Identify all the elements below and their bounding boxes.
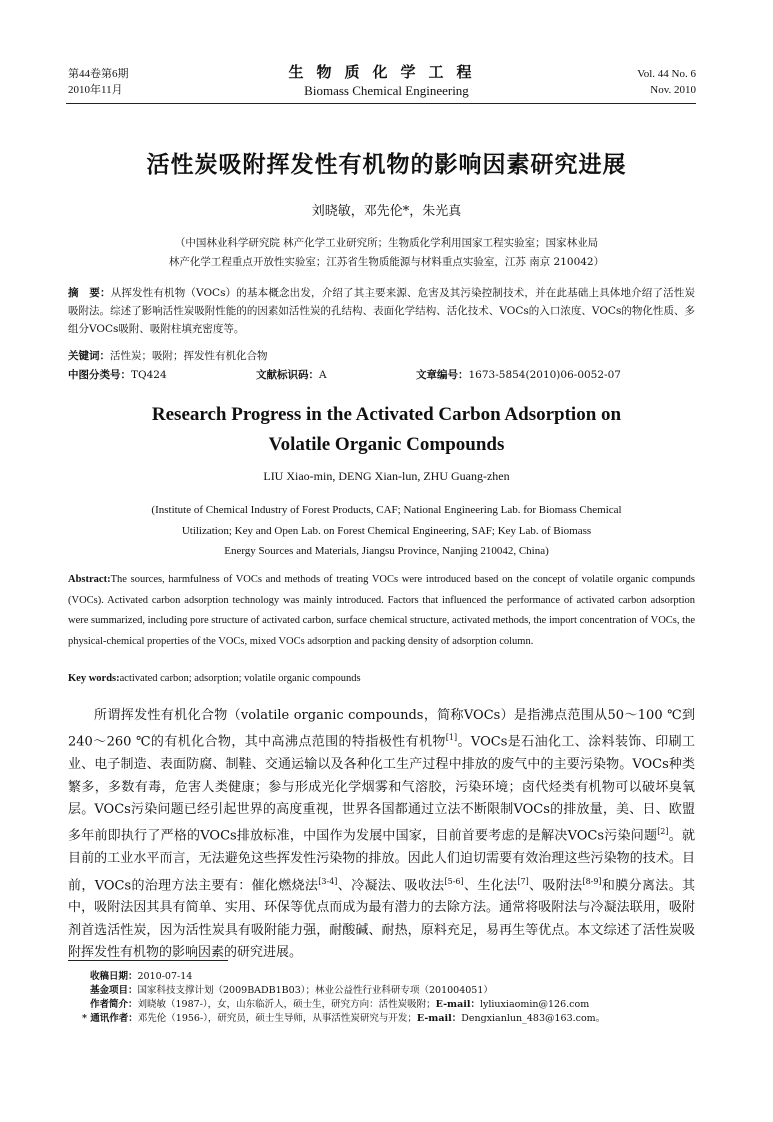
affiliation-en-line3: Energy Sources and Materials, Jiangsu Province, Nanjing 210042, China) (224, 545, 549, 557)
header-volume-issue-en: Vol. 44 No. 6 (637, 68, 696, 80)
article-value: 1673-5854(2010)06-0052-07 (468, 369, 621, 381)
footnote-rule (68, 960, 228, 961)
citation-1: [1] (445, 733, 458, 743)
citation-2: [2] (657, 827, 669, 837)
title-en (0, 400, 773, 460)
bio-label: 作者简介： (90, 999, 138, 1010)
affiliation-zh (60, 234, 713, 272)
affiliation-zh-line2: 林产化学工程重点开放性实验室；江苏省生物质能源与材料重点实验室，江苏 南京 210042） (168, 256, 605, 268)
body-text-g: 和膜分离法。其中，吸附法因其具有简单、实用、环保等优点而成为最有潜力的去除方法。通常将吸附法与冷凝法联用，吸附剂首选活性炭，因为活性炭具有吸附能力强，耐酸碱、耐热，原料充足，易再生等优点。本文综述了活性炭吸附挥发性有机物的影响因素的研究进展。 (68, 877, 695, 961)
bio-text: 刘晓敏（1987-），女，山东临沂人，硕士生，研究方向：活性炭吸附； (137, 999, 436, 1010)
keywords-zh-label: 关键词： (68, 350, 110, 362)
footnote-received (68, 970, 695, 984)
header-volume-en (637, 66, 696, 98)
body-text-d: 、冷凝法、吸收法 (337, 877, 445, 893)
corr-email-label: E-mail： (416, 1013, 462, 1024)
citation-3: [3-4] (318, 876, 338, 886)
affiliation-en-line2: Utilization; Key and Open Lab. on Forest Chemical Engineering, SAF; Key Lab. of Biomass (181, 524, 592, 537)
article-label: 文章编号： (416, 369, 469, 381)
abstract-zh-text: 从挥发性有机物（VOCs）的基本概念出发，介绍了其主要来源、危害及其污染控制技术，并在此基础上具体地介绍了活性炭吸附法。综述了影响活性炭吸附性能的的因素如活性炭的孔结构、表面化学结构、活化技术、VOCs的入口浓度、VOCs的物化性质、多组分VOCs吸附、吸附柱填充密度等。 (68, 287, 695, 335)
citation-6: [8-9] (582, 876, 602, 886)
keywords-zh (68, 347, 695, 365)
abstract-en-label: Abstract: (68, 574, 111, 585)
clc-number (68, 366, 167, 384)
header-volume-issue: 第44卷第6期 (68, 68, 129, 80)
abstract-en-text: The sources, harmfulness of VOCs and methods of treating VOCs were introduced based on the concept of volatile organic compunds (VOCs). Activated carbon adsorption technology was mainly introduced. Factors that influenced the performance of activated carbon adsorption were summarized, including pore structure of activated carbon, surface chemical structure, activated methods, the import concentration of VOCs, the physical-chemical properties of the VOCs, mixed VOCs adsorption and packing density of adsorption column. (68, 574, 695, 647)
body-text-b: 。VOCs是石油化工、涂料装饰、印刷工业、电子制造、表面防腐、制鞋、交通运输以及各种化工生产过程中排放的废气中的主要污染物。VOCs种类繁多，多数有毒，危害人类健康；参与形成光化学烟雾和气溶胶，污染环境；卤代烃类有机物可以破坏臭氧层。VOCs污染问题已经引起世界的高度重视，世界各国都通过立法不断限制VOCs的排放量，美、日、欧盟多年前即执行了严格的VOCs排放标准，中国作为发展中国家，目前首要考虑的是解决VOCs污染问题 (68, 734, 696, 844)
footnote-fund (68, 984, 695, 998)
received-label: 收稿日期： (90, 971, 138, 982)
footnotes (68, 970, 695, 1026)
affiliation-en-line1: (Institute of Chemical Industry of Forest Products, CAF; National Engineering Lab. for Biomass Chemical (151, 504, 622, 516)
abstract-zh-label: 摘 要： (68, 287, 111, 299)
abstract-en (68, 570, 695, 652)
body-text-c: 。就目前的工业水平而言，无法避免这些挥发性污染物的排放。因此人们迫切需要有效治理这些污染物的技术。目前，VOCs的治理方法主要有：催化燃烧法 (68, 828, 695, 893)
citation-4: [5-6] (444, 876, 464, 886)
doc-value: A (319, 369, 327, 381)
doc-code (256, 366, 327, 384)
corr-label: * 通讯作者： (82, 1013, 138, 1024)
fund-label: 基金项目： (90, 985, 138, 996)
affiliation-zh-line1: （中国林业科学研究院 林产化学工业研究所；生物质化学利用国家工程实验室；国家林业局 (174, 237, 599, 249)
authors-zh: 刘晓敏，邓先伦*，朱光真 (311, 204, 462, 219)
received-date: 2010-07-14 (137, 971, 193, 982)
article-number (416, 366, 621, 384)
title-en-line1: Research Progress in the Activated Carbon Adsorption on (151, 404, 622, 425)
clc-value: TQ424 (131, 369, 167, 381)
authors-en: LIU Xiao-min, DENG Xian-lun, ZHU Guang-zhen (263, 469, 510, 483)
body-text-f: 、吸附法 (528, 877, 583, 893)
bio-email-label: E-mail： (435, 999, 480, 1010)
body-text-e: 、生化法 (463, 877, 518, 893)
keywords-en (68, 670, 695, 688)
body-text-a: 所谓挥发性有机化合物（volatile organic compounds，简称VOCs）是指沸点范围从50～100 ℃到240～260 ℃的有机化合物，其中高沸点范围的特指极性有机物 (68, 708, 695, 750)
footnote-bio (68, 998, 695, 1012)
title-en-line2: Volatile Organic Compounds (268, 434, 505, 455)
affiliation-en (90, 500, 683, 562)
keywords-en-text: activated carbon; adsorption; volatile organic compounds (119, 673, 361, 684)
footnote-corresponding (68, 1012, 695, 1026)
header-date-en: Nov. 2010 (650, 84, 696, 96)
abstract-zh (68, 284, 695, 338)
header-date: 2010年11月 (68, 84, 123, 96)
corr-email: Dengxianlun_483@163.com。 (461, 1013, 606, 1024)
title-zh: 活性炭吸附挥发性有机物的影响因素研究进展 (146, 151, 627, 178)
clc-label: 中图分类号： (68, 369, 131, 381)
body-paragraph (68, 705, 695, 964)
fund-text: 国家科技支撑计划（2009BADB1B03）；林业公益性行业科研专项（201004051） (137, 985, 493, 996)
keywords-zh-text: 活性炭；吸附；挥发性有机化合物 (110, 350, 268, 362)
corr-text: 邓先伦（1956-），研究员，硕士生导师，从事活性炭研究与开发； (137, 1013, 417, 1024)
header-rule (66, 103, 696, 104)
doc-label: 文献标识码： (256, 369, 319, 381)
citation-5: [7] (517, 876, 529, 886)
journal-name-en: Biomass Chemical Engineering (304, 83, 469, 98)
bio-email: lyliuxiaomin@126.com (479, 999, 590, 1010)
journal-name-zh: 生物质化学工程 (288, 63, 485, 81)
keywords-en-label: Key words: (68, 673, 120, 684)
